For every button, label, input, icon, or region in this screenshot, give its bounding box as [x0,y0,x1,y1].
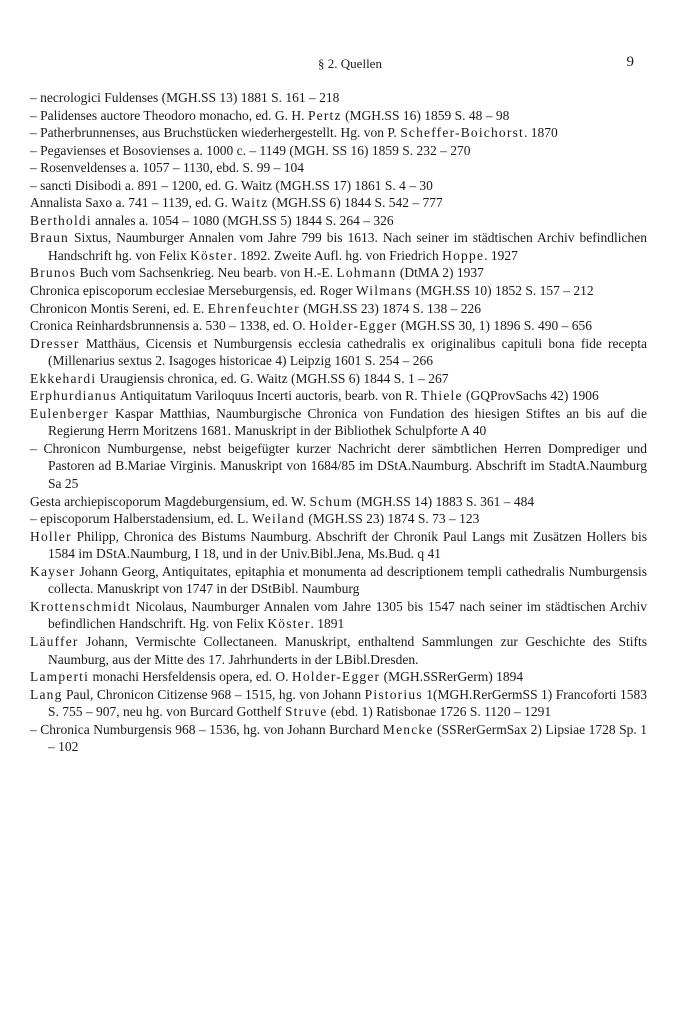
entry-text: Annalista Saxo a. 741 – 1139, ed. G. [30,195,232,211]
author-name: Bertholdi [30,212,92,228]
continuation-dash: – [30,142,41,158]
author-name: Kayser [30,563,76,579]
entry-text: Pegavienses et Bosovienses a. 1000 c. – 1149 (MGH. SS 16) 1859 S. 232 – 270 [40,142,471,158]
bibliography-entry [30,510,647,528]
entry-text: Antiquitatum Variloquus Incerti auctoris, bearb. von R. [117,388,421,404]
entry-text: Kaspar Matthias, Naumburgische Chronica von Fundation des hiesigen Stiftes an bis auf die Regierung Herrn Moritzens 1681. Manuskript in der Bibliothek Schulpforte A 40 [48,405,647,439]
running-head: § 2. Quellen [318,56,382,71]
entry-text: Johann, Vermischte Collectaneen. Manuskript, enthaltend Sammlungen zur Geschichte des Stifts Naumburg, aus der Mitte des 17. Jahrhunderts in der LBibl.Dresden. [48,633,647,667]
bibliography-entry [30,142,647,160]
entry-text: Patherbrunnenses, aus Bruchstücken wiederhergestellt. Hg. von P. [40,125,401,141]
bibliography-entry [30,721,647,756]
bibliography-entry [30,229,647,264]
entry-text: (SSRerGermSax 2) Lipsiae 1728 Sp. 1 – 102 [48,721,647,755]
entry-text: Cronica Reinhardsbrunnensis a. 530 – 1338, ed. O. [30,318,309,334]
continuation-dash: – [30,721,41,737]
bibliography-entry [30,405,647,440]
bibliography-entry [30,107,647,125]
entry-text: . 1870 [524,125,558,141]
entry-text: (MGH.SS 14) 1883 S. 361 – 484 [352,493,535,509]
entry-text: . 1891 [310,616,345,632]
continuation-dash: – [30,107,41,123]
entry-text: 1(MGH.RerGermSS 1) Francoforti 1583 S. 755 – 907, neu hg. von Burcard Gotthelf [48,686,647,720]
author-name: Thiele [420,388,463,404]
author-name: Weiland [251,511,305,527]
entry-text: . 1927 [484,247,518,263]
bibliography-entry [30,598,647,633]
entry-text: Buch vom Sachsenkrieg. Neu bearb. von H.-E. [76,265,337,281]
entry-text: Philipp, Chronica des Bistums Naumburg. Abschrift der Chronik Paul Langs mit Zusätzen Hollers bis 1584 im DStA.Naumburg, I 18, und in der Univ.Bibl.Jena, Ms.Bud. q 41 [48,528,647,562]
bibliography-entry [30,317,647,335]
author-name: Waitz [231,195,269,211]
author-name: Hoppe [442,247,485,263]
author-name: Eulenberger [30,405,109,421]
author-name: Krottenschmidt [30,598,131,614]
author-name: Lohmann [336,265,397,281]
entry-text: (MGH.SS 23) 1874 S. 73 – 123 [305,511,480,527]
entry-text: (MGH.SS 30, 1) 1896 S. 490 – 656 [397,318,592,334]
author-name: Ehrenfeuchter [207,300,300,316]
bibliography-entry [30,493,647,511]
entry-text: (MGH.SSRerGerm) 1894 [380,669,524,685]
bibliography-entry [30,194,647,212]
entry-text: necrologici Fuldenses (MGH.SS 13) 1881 S. 161 – 218 [40,90,340,105]
bibliography-entry [30,264,647,282]
bibliography-entry [30,159,647,177]
entry-text: episcoporum Halberstadensium, ed. L. [40,511,252,527]
page-number: 9 [626,54,634,70]
entry-text: Chronicon Montis Sereni, ed. E. [30,300,208,316]
entry-text: (ebd. 1) Ratisbonae 1726 S. 1120 – 1291 [327,704,552,720]
author-name: Köster [190,247,234,263]
author-name: Schum [309,493,353,509]
author-name: Ekkehardi [30,370,97,386]
author-name: Holder-Egger [308,318,398,334]
entry-text: Sixtus, Naumburger Annalen vom Jahre 799 bis 1613. Nach seiner im städtischen Archiv befindlichen Handschrift hg. von Felix [48,230,647,263]
entry-text: sancti Disibodi a. 891 – 1200, ed. G. Waitz (MGH.SS 17) 1861 S. 4 – 30 [40,177,433,193]
entry-text: Chronica episcoporum ecclesiae Merseburgensis, ed. Roger [30,283,356,299]
entry-text: monachi Hersfeldensis opera, ed. O. [89,669,292,685]
entry-text: (GQProvSachs 42) 1906 [462,388,599,404]
entry-text: Johann Georg, Antiquitates, epitaphia et monumenta ad descriptionem templi cathedralis Numburgensis collecta. Manuskript von 1747 in der DStBibl. Naumburg [48,563,647,597]
author-name: Erphurdianus [30,388,118,404]
author-name: Dresser [30,335,80,351]
author-name: Köster [267,616,311,632]
author-name: Holler [30,528,72,544]
entry-text: Paul, Chronicon Citizense 968 – 1515, hg. von Johann [62,686,365,702]
bibliography-entry [30,563,647,598]
author-name: Lang [30,686,63,702]
entry-text: Chronicon Numburgense, nebst beigefügter kurzer Nachricht derer sämbtlichen Herren Domprediger und Pastoren ad B.Mariae Virginis. Manuskript von 1684/85 im DStA.Naumburg. Abschrift im StadtA.Naumburg Sa 25 [43,440,647,492]
author-name: Mencke [382,721,434,737]
entry-text: (MGH.SS 16) 1859 S. 48 – 98 [341,107,510,123]
entry-text: (MGH.SS 10) 1852 S. 157 – 212 [412,283,594,299]
continuation-dash: – [30,160,41,176]
page-header [0,56,700,76]
bibliography-entry [30,89,647,107]
author-name: Läuffer [30,633,79,649]
author-name: Holder-Egger [291,669,381,685]
entry-text: Palidenses auctore Theodoro monacho, ed. G. H. [40,107,308,123]
entry-text: (MGH.SS 6) 1844 S. 542 – 777 [268,195,443,211]
bibliography-entry [30,212,647,230]
bibliography-entry [30,686,647,721]
entry-text: Chronica Numburgensis 968 – 1536, hg. von Johann Burchard [40,721,383,737]
entry-text: (DtMA 2) 1937 [396,265,484,281]
author-name: Brunos [30,265,77,281]
bibliography-entry [30,633,647,668]
author-name: Pertz [307,107,342,123]
author-name: Scheffer-Boichorst [400,125,524,141]
entry-text: Nicolaus, Naumburger Annalen vom Jahre 1305 bis 1547 nach seiner im städtischen Archiv befindlichen Handschrift. Hg. von Felix [48,598,647,632]
bibliography-entry [30,370,647,388]
bibliography-list [30,89,647,756]
author-name: Struve [284,704,328,720]
entry-text: . 1892. Zweite Aufl. hg. von Friedrich [233,247,443,263]
author-name: Lamperti [30,669,90,685]
entry-text: Rosenveldenses a. 1057 – 1130, ebd. S. 99 – 104 [40,160,304,176]
bibliography-entry [30,440,647,493]
continuation-dash: – [30,177,41,193]
bibliography-entry [30,282,647,300]
bibliography-entry [30,387,647,405]
author-name: Braun [30,230,69,246]
bibliography-entry [30,300,647,318]
author-name: Wilmans [355,283,413,299]
bibliography-entry [30,124,647,142]
bibliography-entry [30,177,647,195]
continuation-dash: – [30,511,41,527]
bibliography-entry [30,668,647,686]
bibliography-entry [30,335,647,370]
continuation-dash: – [30,125,41,141]
continuation-dash: – [30,90,41,105]
bibliography-entry [30,528,647,563]
entry-text: (MGH.SS 23) 1874 S. 138 – 226 [299,300,481,316]
entry-text: Matthäus, Cicensis et Numburgensis ecclesia cathedralis ex originalibus capituli bona fide recepta (Millenarius sextus 2. Isagoges historicae 4) Leipzig 1601 S. 254 – 266 [48,335,647,369]
entry-text: annales a. 1054 – 1080 (MGH.SS 5) 1844 S. 264 – 326 [91,212,394,228]
continuation-dash: – [30,440,44,456]
author-name: Pistorius [364,686,423,702]
entry-text: Uraugiensis chronica, ed. G. Waitz (MGH.SS 6) 1844 S. 1 – 267 [96,370,449,386]
entry-text: Gesta archiepiscoporum Magdeburgensium, ed. W. [30,493,310,509]
